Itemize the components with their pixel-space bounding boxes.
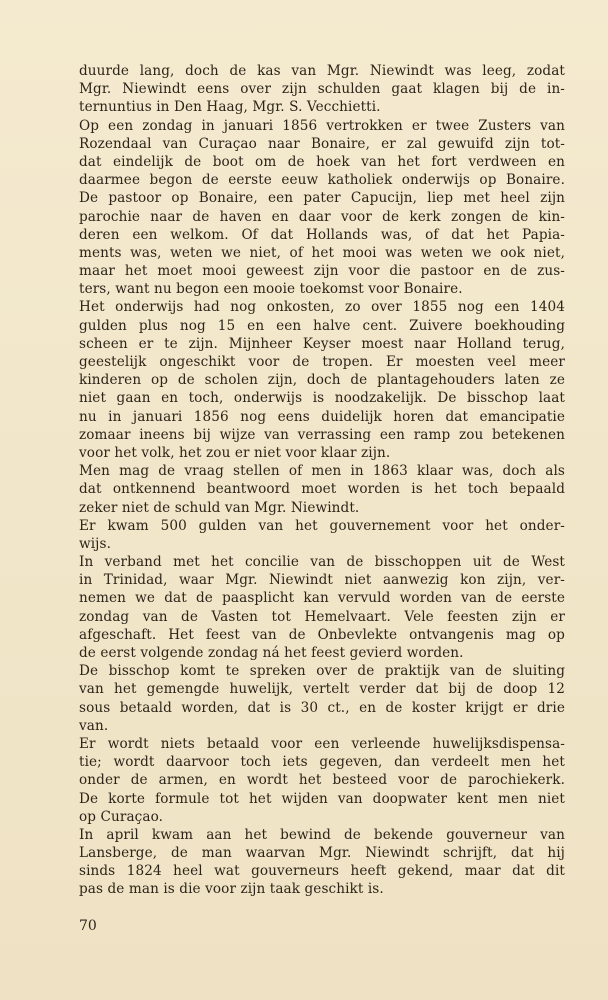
text-line: daarmee begon de eerste eeuw katholiek onderwijs op Bonaire.: [79, 172, 565, 189]
page-number: 70: [79, 918, 97, 934]
text-line: ments was, weten we niet, of het mooi was weten we ook niet,: [79, 244, 565, 261]
text-line: zeker niet de schuld van Mgr. Niewindt.: [79, 499, 360, 516]
text-line: sous betaald worden, dat is 30 ct., en de koster krijgt er drie: [79, 699, 565, 716]
text-line: Het onderwijs had nog onkosten, zo over 1855 nog een 1404: [79, 299, 565, 316]
text-line: duurde lang, doch de kas van Mgr. Niewindt was leeg, zodat: [79, 63, 565, 79]
text-line: pas de man is die voor zijn taak geschikt is.: [79, 881, 384, 898]
text-line: In verband met het concilie van de bisschoppen uit de West: [79, 554, 565, 571]
text-line: dat eindelijk de boot om de hoek van het fort verdween en: [79, 153, 565, 170]
text-line: ternuntius in Den Haag, Mgr. S. Vecchietti.: [79, 99, 381, 116]
text-line: nemen we dat de paasplicht kan vervuld worden van de eerste: [79, 590, 565, 607]
text-line: van.: [79, 717, 109, 734]
text-line: zondag van de Vasten tot Hemelvaart. Vele feesten zijn er: [79, 608, 565, 625]
text-line: ters, want nu begon een mooie toekomst voor Bonaire.: [79, 281, 463, 298]
text-line: niet gaan en toch, onderwijs is noodzakelijk. De bisschop laat: [79, 390, 565, 407]
text-line: onder de armen, en wordt het besteed voor de parochiekerk.: [79, 772, 565, 789]
text-line: Lansberge, de man waarvan Mgr. Niewindt schrijft, dat hij: [79, 845, 565, 862]
text-line: wijs.: [79, 535, 111, 552]
text-line: geestelijk ongeschikt voor de tropen. Er moesten veel meer: [79, 354, 565, 370]
text-line: Men mag de vraag stellen of men in 1863 klaar was, doch als: [79, 463, 565, 480]
text-line: voor het volk, het zou er niet voor klaar zijn.: [79, 444, 391, 461]
text-line: De bisschop komt te spreken over de praktijk van de sluiting: [79, 663, 565, 680]
text-line: de eerst volgende zondag ná het feest gevierd worden.: [79, 645, 464, 661]
text-line: gulden plus nog 15 en een halve cent. Zuivere boekhouding: [79, 317, 565, 334]
text-line: sinds 1824 heel wat gouverneurs heeft gekend, maar dat dit: [79, 863, 565, 880]
text-line: deren een welkom. Of dat Hollands was, of dat het Papia-: [79, 226, 565, 243]
text-line: maar het moet mooi geweest zijn voor die pastoor en de zus-: [79, 263, 565, 280]
text-line: tie; wordt daarvoor toch iets gegeven, dan verdeelt men het: [79, 754, 565, 771]
text-line: parochie naar de haven en daar voor de kerk zongen de kin-: [79, 208, 565, 225]
text-line: Rozendaal van Curaçao naar Bonaire, er zal gewuifd zijn tot-: [79, 135, 565, 152]
text-line: afgeschaft. Het feest van de Onbevlekte ontvangenis mag op: [79, 626, 565, 643]
text-line: zomaar ineens bij wijze van verrassing een ramp zou betekenen: [79, 426, 565, 443]
text-line: In april kwam aan het bewind de bekende gouverneur van: [79, 826, 565, 843]
text-line: Er wordt niets betaald voor een verleende huwelijksdispensa-: [79, 735, 565, 752]
text-line: scheen er te zijn. Mijnheer Keyser moest naar Holland terug,: [79, 335, 565, 352]
text-line: kinderen op de scholen zijn, doch de plantagehouders laten ze: [79, 372, 565, 389]
text-line: in Trinidad, waar Mgr. Niewindt niet aanwezig kon zijn, ver-: [79, 572, 565, 589]
text-line: Mgr. Niewindt eens over zijn schulden gaat klagen bij de in-: [79, 81, 565, 98]
text-line: De korte formule tot het wijden van doopwater kent men niet: [79, 790, 565, 807]
text-line: Op een zondag in januari 1856 vertrokken er twee Zusters van: [79, 117, 565, 134]
text-line: nu in januari 1856 nog eens duidelijk horen dat emancipatie: [79, 408, 565, 425]
text-line: Er kwam 500 gulden van het gouvernement voor het onder-: [79, 517, 565, 534]
text-line: op Curaçao.: [79, 808, 164, 825]
text-line: van het gemengde huwelijk, vertelt verder dat bij de doop 12: [79, 681, 565, 698]
body-text: [79, 62, 565, 899]
text-line: dat ontkennend beantwoord moet worden is het toch bepaald: [79, 481, 565, 498]
text-line: De pastoor op Bonaire, een pater Capucijn, liep met heel zijn: [79, 190, 565, 207]
